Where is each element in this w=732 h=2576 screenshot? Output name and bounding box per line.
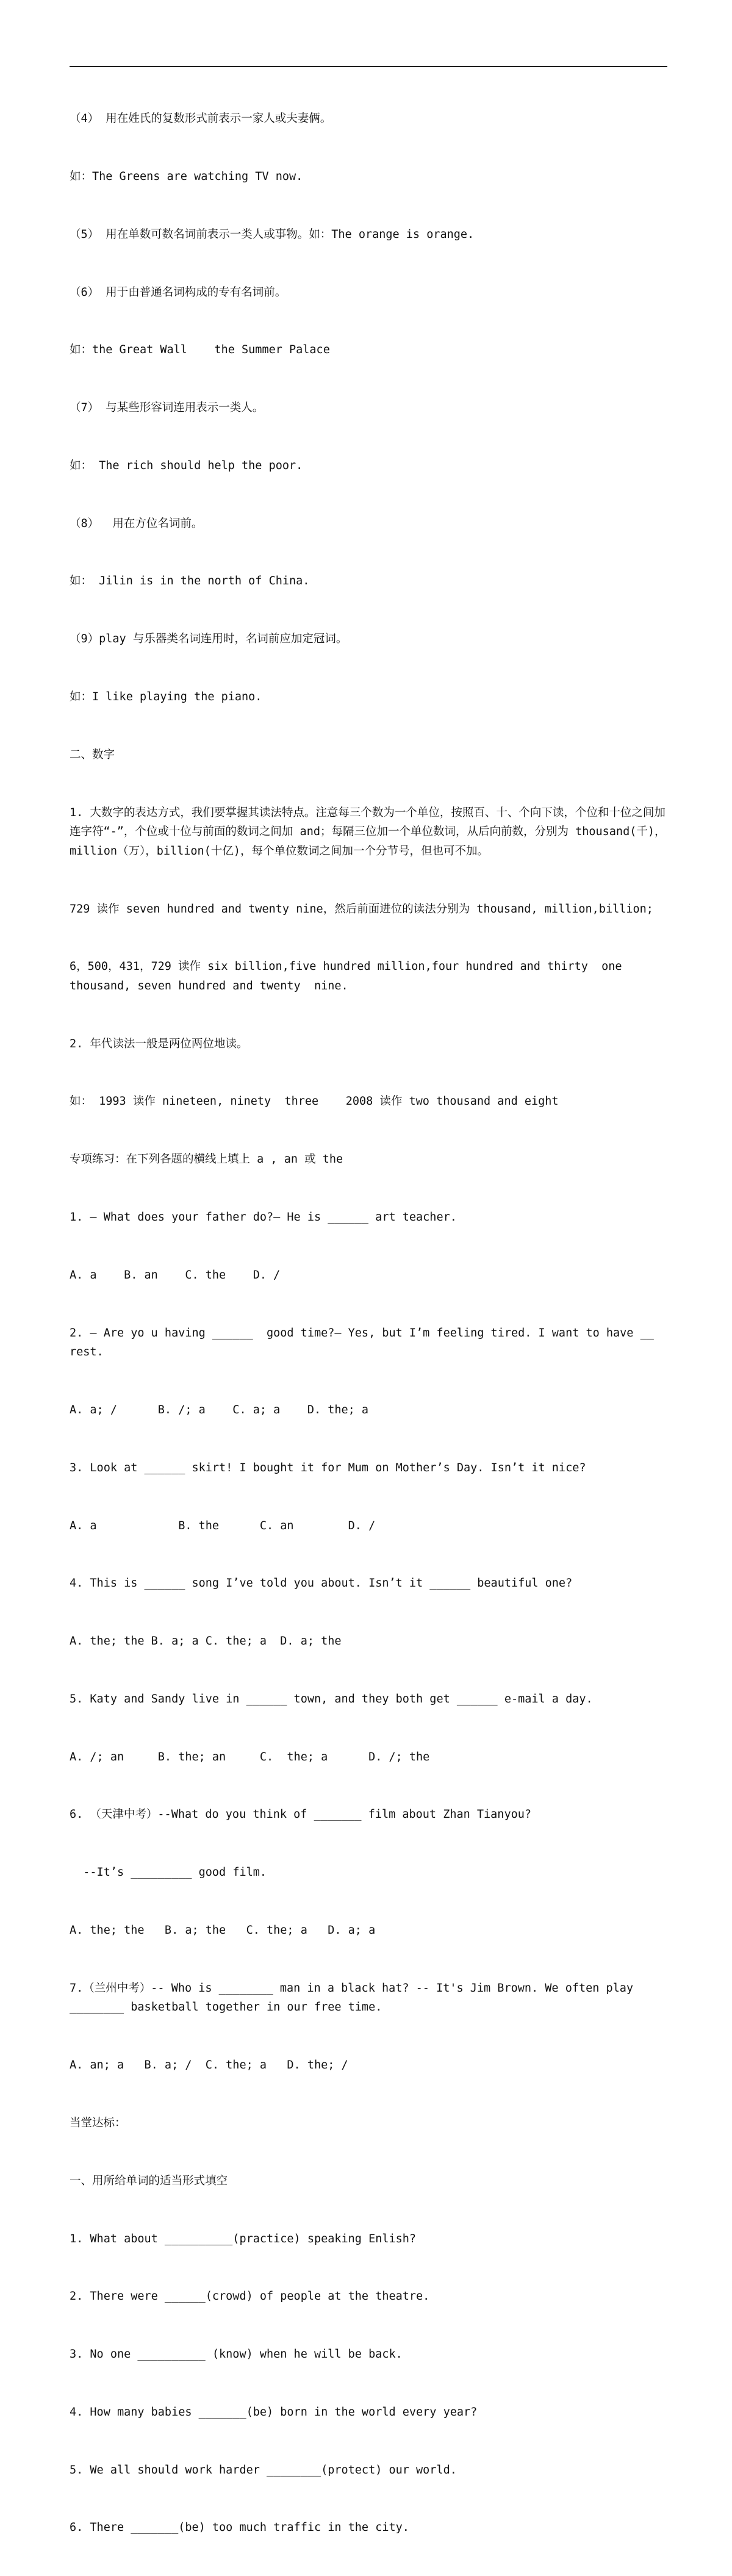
- header-rule: [70, 66, 667, 67]
- document-body: [70, 71, 670, 2576]
- question-continuation: --It’s _________ good film.: [70, 1866, 267, 1879]
- exercise-heading: 专项练习：在下列各题的横线上填上 a , an 或 the: [70, 1153, 343, 1166]
- answer-options: A. the; the B. a; a C. the; a D. a; the: [70, 1635, 342, 1648]
- fill-in-item: 3. No one __________ (know) when he will be back.: [70, 2348, 403, 2361]
- text-paragraph: 1. 大数字的表达方式，我们要掌握其读法特点。注意每三个数为一个单位，按照百、十、个向下读，个位和十位之间加连字符“-”，个位或十位与前面的数词之间加 and；每隔三位加一个单位数词，从后向前数，分别为 thousand(千)，million（万），billion(十亿)，每个单位数词之间加一个分节号，但也可不加。: [70, 806, 666, 858]
- section-heading: 一、用所给单词的适当形式填空: [70, 2174, 228, 2187]
- section-heading: 二、数字: [70, 748, 115, 761]
- answer-options: A. a; / B. /; a C. a; a D. the; a: [70, 1403, 369, 1416]
- question: 5. Katy and Sandy live in ______ town, and they both get ______ e-mail a day.: [70, 1692, 593, 1706]
- answer-options: A. an; a B. a; / C. the; a D. the; /: [70, 2059, 348, 2072]
- question: 1. — What does your father do?— He is ______ art teacher.: [70, 1211, 457, 1224]
- answer-options: A. a B. an C. the D. /: [70, 1268, 281, 1282]
- text-line: 如： The rich should help the poor.: [70, 459, 303, 472]
- text-paragraph: 6，500，431，729 读作 six billion,five hundred million,four hundred and thirty one thousand, seven hundred and twenty nine.: [70, 960, 629, 992]
- fill-in-item: 4. How many babies _______(be) born in the world every year?: [70, 2405, 478, 2419]
- text-line: 2. 年代读法一般是两位两位地读。: [70, 1037, 248, 1050]
- text-line: 如：the Great Wall the Summer Palace: [70, 343, 330, 357]
- text-line: 如： 1993 读作 nineteen, ninety three 2008 读作 two thousand and eight: [70, 1095, 559, 1108]
- text-line: （7） 与某些形容词连用表示一类人。: [70, 401, 264, 415]
- answer-options: A. /; an B. the; an C. the; a D. /; the: [70, 1750, 430, 1763]
- question: 3. Look at ______ skirt! I bought it for Mum on Mother’s Day. Isn’t it nice?: [70, 1461, 586, 1474]
- text-line: 如：The Greens are watching TV now.: [70, 170, 303, 183]
- answer-options: A. a B. the C. an D. /: [70, 1519, 376, 1532]
- fill-in-item: 1. What about __________(practice) speaking Enlish?: [70, 2232, 417, 2245]
- question: 4. This is ______ song I’ve told you about. Isn’t it ______ beautiful one?: [70, 1577, 573, 1590]
- text-line: （9）play 与乐器类名词连用时，名词前应加定冠词。: [70, 633, 348, 646]
- text-line: 如：I like playing the piano.: [70, 691, 262, 703]
- text-line: （4） 用在姓氏的复数形式前表示一家人或夫妻俩。: [70, 112, 332, 126]
- text-line: （6） 用于由普通名词构成的专有名词前。: [70, 285, 287, 299]
- fill-in-item: 5. We all should work harder ________(protect) our world.: [70, 2463, 457, 2477]
- question: 7.（兰州中考）-- Who is ________ man in a black hat? -- It's Jim Brown. We often play ________ basketball together in our free time.: [70, 1981, 640, 2014]
- section-heading: 当堂达标：: [70, 2116, 126, 2129]
- fill-in-item: 6. There _______(be) too much traffic in the city.: [70, 2521, 409, 2535]
- question: 2. — Are yo u having ______ good time?— Yes, but I’m feeling tired. I want to have __ rest.: [70, 1326, 661, 1359]
- answer-options: A. the; the B. a; the C. the; a D. a; a: [70, 1924, 376, 1937]
- text-line: （8） 用在方位名词前。: [70, 517, 203, 530]
- fill-in-item: 2. There were ______(crowd) of people at the theatre.: [70, 2290, 430, 2303]
- text-line: 如： Jilin is in the north of China.: [70, 575, 310, 588]
- text-line: （5） 用在单数可数名词前表示一类人或事物。如：The orange is orange.: [70, 228, 475, 241]
- question: 6. （天津中考）--What do you think of _______ film about Zhan Tianyou?: [70, 1808, 532, 1821]
- text-line: 729 读作 seven hundred and twenty nine，然后前面进位的读法分别为 thousand, million,billion;: [70, 902, 653, 916]
